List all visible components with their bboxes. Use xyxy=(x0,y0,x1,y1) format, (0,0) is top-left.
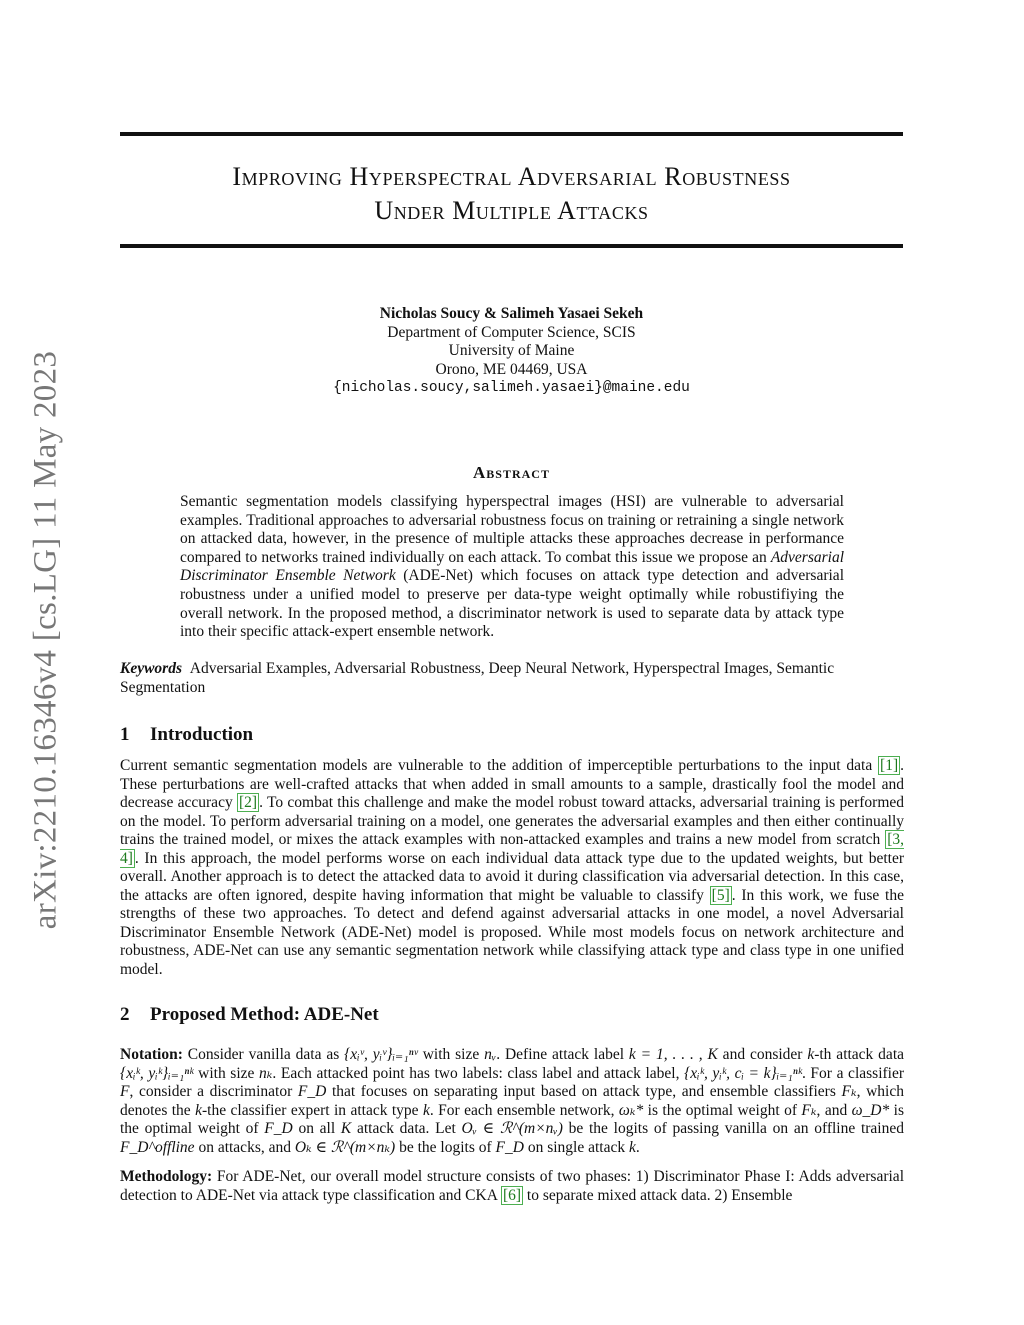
citation-link[interactable]: [1] xyxy=(880,757,899,774)
abstract-heading: Abstract xyxy=(473,463,550,482)
author-names: Nicholas Soucy & Salimeh Yasaei Sekeh xyxy=(379,305,644,322)
citation-link[interactable]: [3, 4] xyxy=(120,831,904,867)
author-address: Orono, ME 04469, USA xyxy=(435,360,588,378)
title-rule-bottom xyxy=(120,244,903,248)
keywords-label: Keywords xyxy=(120,660,182,677)
citation-link[interactable]: [6] xyxy=(502,1186,522,1204)
section-heading-proposed-method: 2 Proposed Method: ADE-Net xyxy=(120,1004,379,1025)
notation-label: Notation: xyxy=(120,1046,183,1063)
title-rule-top xyxy=(120,132,903,136)
citation-link[interactable]: [5] xyxy=(711,886,730,904)
notation-paragraph: Notation: Consider vanilla data as {xᵢᵛ, yᵢᵛ}ᵢ₌₁ⁿᵛ with size nᵥ. Define attack label k = 1, . . . , K and consider k-th attack data {xᵢᵏ, yᵢᵏ}ᵢ₌₁ⁿᵏ with size nₖ. Each attacked point has two labels: class label and attack label, {xᵢᵏ, yᵢᵏ, cᵢ = k}ᵢ₌₁ⁿᵏ. For a classifier F, consider a discriminator F_D that focuses on separating input based on attack type, and ensemble classifiers Fₖ, which denotes the k-the classifier expert in attack type k. For each ensemble network, ωₖ* is the optimal weight of Fₖ, and ω_D* is the optimal weight of F_D on all K attack data. Let Oᵥ ∈ ℛ^(m×nᵥ) be the logits of passing vanilla on an offline trained F_D^offline on attacks, and Oₖ ∈ ℛ^(m×nₖ) be the logits of F_D on single attack k. xyxy=(120,1046,905,1156)
title-line-2: Under Multiple Attacks xyxy=(374,196,649,225)
citation-link[interactable]: [2] xyxy=(239,794,258,811)
title-line-1: Improving Hyperspectral Adversarial Robustness xyxy=(232,162,791,191)
author-department: Department of Computer Science, SCIS xyxy=(387,323,636,341)
author-university: University of Maine xyxy=(448,342,575,359)
methodology-label: Methodology: xyxy=(120,1168,213,1185)
methodology-paragraph: Methodology: For ADE-Net, our overall model structure consists of two phases: 1) Discriminator Phase I: Adds adversarial detection to ADE-Net via attack type classification and CKA [6] to separate mixed attack data. 2) Ensemble xyxy=(120,1168,904,1204)
author-email[interactable]: {nicholas.soucy,salimeh.yasaei}@maine.edu xyxy=(333,380,690,396)
introduction-paragraph: Current semantic segmentation models are vulnerable to the addition of imperceptible perturbations to the input data [1] . These perturbations are well-crafted attacks that when added in small amounts to a sample, drastically fool the model and decrease accuracy [2] . To combat this challenge and make the model robust toward attacks, adversarial training is performed on the model. To perform adversarial training on a model, one generates the adversarial examples and then either continually trains the trained model, or mixes the attack examples with non-attacked examples and trains a new model from scratch [3, 4] . In this approach, the model performs worse on each individual data attack type due to the updated weights, but better overall. Another approach is to detect the attacked data to avoid it during classification via adversarial detection. In this case, the attacks are often ignored, despite having information that might be valuable to classify [5] . In this work, we fuse the strengths of these two approaches. To detect and defend against adversarial attacks in one model, a novel Adversarial Discriminator Ensemble Network (ADE-Net) model is proposed. While most models focus on network architecture and robustness, ADE-Net can use any semantic segmentation network while classifying attack type and class type in one unified model. xyxy=(120,757,905,978)
author-block xyxy=(120,305,903,398)
section-heading-introduction: 1 Introduction xyxy=(120,724,254,745)
keywords xyxy=(120,660,903,697)
abstract-text: Semantic segmentation models classifying hyperspectral images (HSI) are vulnerable to adversarial examples. Traditional approaches to adversarial robustness focus on training or retraining a single network on attacked data, however, in the presence of multiple attacks these approaches decrease in performance compared to networks trained individually on each attack. To combat this issue we propose an Adversarial Discriminator Ensemble Network (ADE-Net) which focuses on attack type detection and adversarial robustness under a unified model to preserve per data-type weight optimally while robustifiying the overall network. In the proposed method, a discriminator network is used to separate data by attack type into their specific attack-expert ensemble network. xyxy=(180,493,844,641)
keywords-text: Adversarial Examples, Adversarial Robustness, Deep Neural Network, Hyperspectral Images, Semantic Segmentation xyxy=(120,660,835,696)
arxiv-stamp: arXiv:2210.16346v4 [cs.LG] 11 May 2023 xyxy=(27,350,64,930)
paper-title xyxy=(120,160,903,228)
